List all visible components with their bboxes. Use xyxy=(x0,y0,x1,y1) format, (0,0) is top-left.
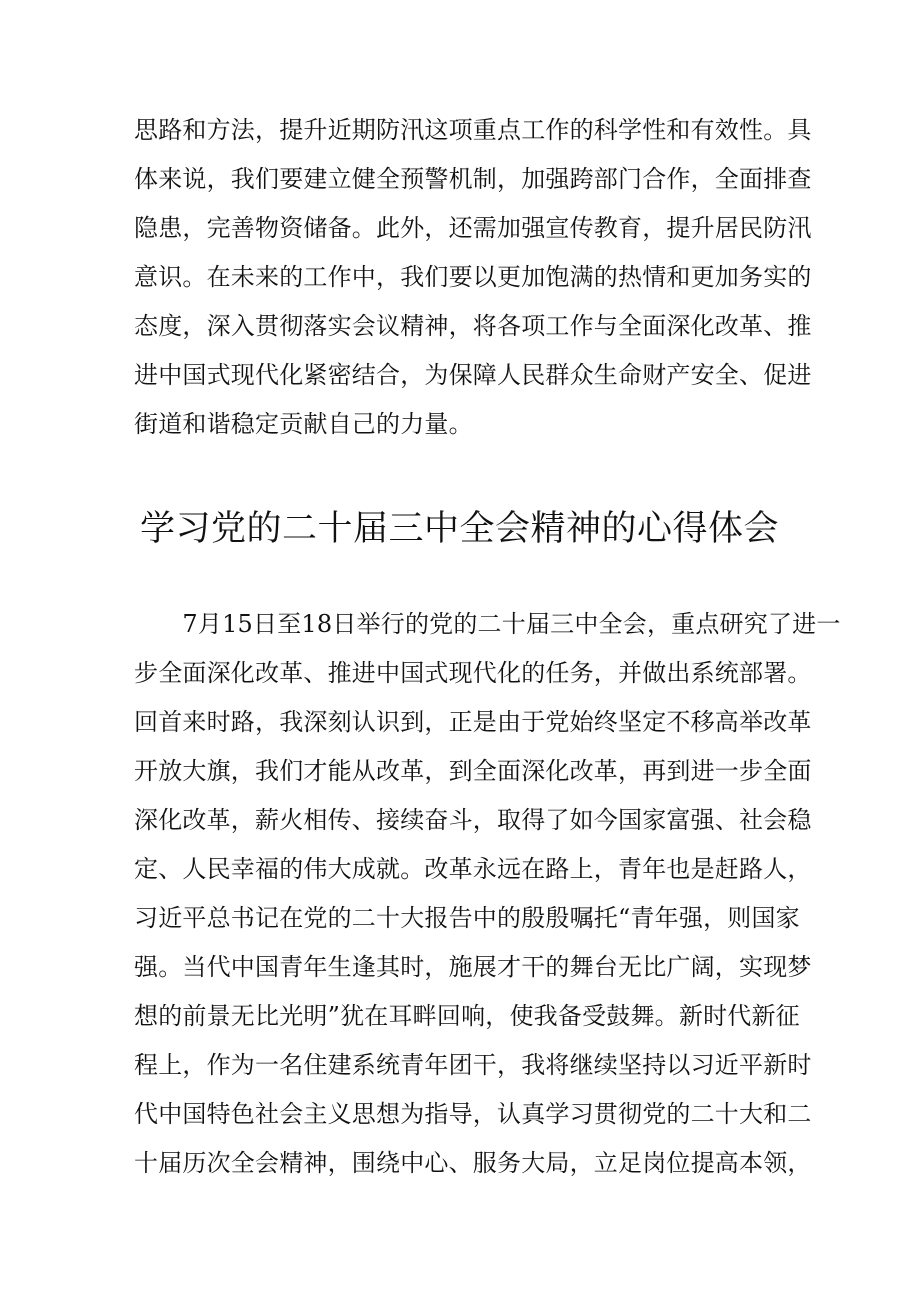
text-line: 进中国式现代化紧密结合，为保障人民群众生命财产安全、促进 xyxy=(134,361,812,389)
text-line: 体来说，我们要建立健全预警机制，加强跨部门合作，全面排查 xyxy=(134,165,812,193)
text-line: 意识。在未来的工作中，我们要以更加饱满的热情和更加务实的 xyxy=(134,263,812,291)
text-line: 7月15日至18日举行的党的二十届三中全会，重点研究了进一 xyxy=(134,610,841,638)
text-line: 思路和方法，提升近期防汛这项重点工作的科学性和有效性。具 xyxy=(134,116,812,144)
text-line: 深化改革，薪火相传、接续奋斗，取得了如今国家富强、社会稳 xyxy=(134,806,812,834)
text-line: 十届历次全会精神，围绕中心、服务大局，立足岗位提高本领， xyxy=(134,1149,812,1177)
text-line: 街道和谐稳定贡献自己的力量。 xyxy=(134,410,473,438)
text-line: 开放大旗，我们才能从改革，到全面深化改革，再到进一步全面 xyxy=(134,757,812,785)
text-line: 习近平总书记在党的二十大报告中的殷殷嘱托“青年强，则国家 xyxy=(134,904,800,932)
text-line: 代中国特色社会主义思想为指导，认真学习贯彻党的二十大和二 xyxy=(134,1100,812,1128)
text-line: 想的前景无比光明”犹在耳畔回响，使我备受鼓舞。新时代新征 xyxy=(134,1002,800,1030)
text-line: 态度，深入贯彻落实会议精神，将各项工作与全面深化改革、推 xyxy=(134,312,812,340)
text-line: 程上，作为一名住建系统青年团干，我将继续坚持以习近平新时 xyxy=(134,1051,812,1079)
section-heading: 学习党的二十届三中全会精神的心得体会 xyxy=(140,509,780,549)
text-line: 隐患，完善物资储备。此外，还需加强宣传教育，提升居民防汛 xyxy=(134,214,812,242)
text-line: 回首来时路，我深刻认识到，正是由于党始终坚定不移高举改革 xyxy=(134,708,812,736)
text-line: 步全面深化改革、推进中国式现代化的任务，并做出系统部署。 xyxy=(134,659,812,687)
text-line: 定、人民幸福的伟大成就。改革永远在路上，青年也是赶路人， xyxy=(134,855,812,883)
text-line: 强。当代中国青年生逢其时，施展才干的舞台无比广阔，实现梦 xyxy=(134,953,812,981)
